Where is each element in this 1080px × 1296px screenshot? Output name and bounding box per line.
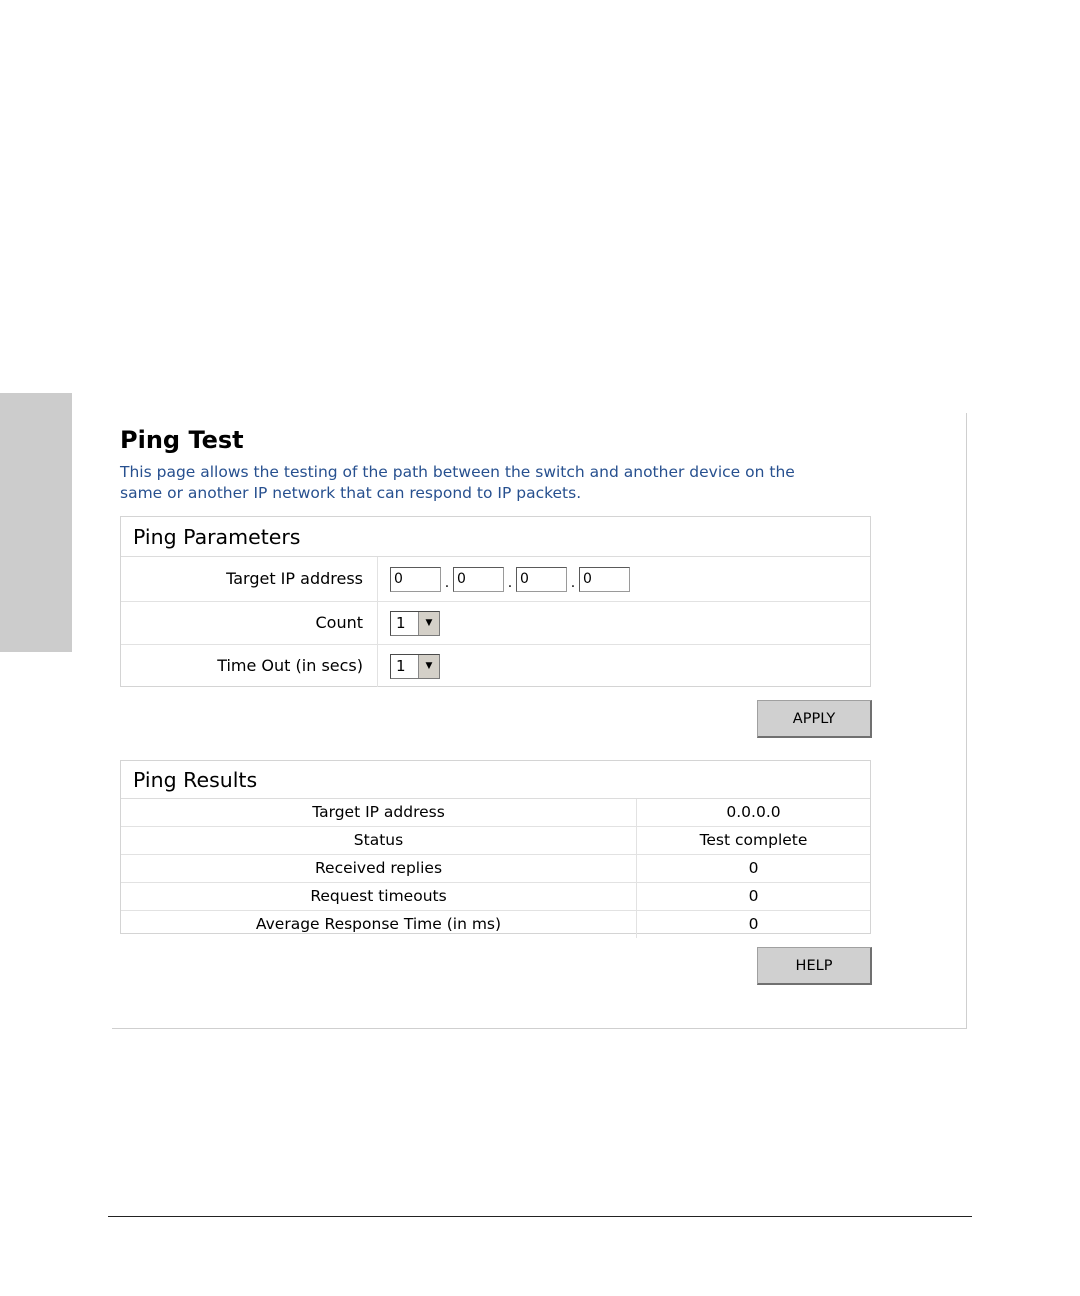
ip-octet-2-input[interactable] — [453, 567, 504, 592]
ping-results-panel — [120, 760, 871, 934]
chevron-down-icon[interactable]: ▼ — [418, 655, 439, 678]
ip-octet-3-input[interactable] — [516, 567, 567, 592]
target-ip-row — [121, 557, 870, 601]
ping-results-title: Ping Results — [121, 761, 870, 799]
result-label: Status — [121, 827, 637, 854]
result-value: 0 — [748, 887, 759, 905]
result-label: Received replies — [121, 855, 637, 882]
table-row — [121, 854, 870, 882]
ip-dot: . — [570, 575, 576, 591]
page-title: Ping Test — [120, 426, 244, 454]
chevron-down-icon[interactable]: ▼ — [418, 612, 439, 635]
count-select[interactable] — [390, 611, 440, 636]
result-value: Test complete — [699, 831, 808, 849]
ip-dot: . — [507, 575, 513, 591]
footer-divider — [108, 1216, 972, 1217]
ip-octet-4-input[interactable] — [579, 567, 630, 592]
help-button[interactable]: HELP — [757, 947, 872, 985]
result-label: Request timeouts — [121, 883, 637, 910]
timeout-field — [378, 645, 870, 687]
target-ip-label: Target IP address — [121, 557, 378, 601]
ping-parameters-title: Ping Parameters — [121, 517, 870, 557]
table-row — [121, 799, 870, 826]
ip-dot: . — [444, 575, 450, 591]
table-row — [121, 910, 870, 938]
table-row — [121, 882, 870, 910]
count-value: 1 — [396, 613, 406, 632]
table-row — [121, 826, 870, 854]
timeout-value: 1 — [396, 656, 406, 675]
ping-parameters-panel — [120, 516, 871, 687]
result-label: Target IP address — [121, 799, 637, 826]
count-label: Count — [121, 602, 378, 644]
timeout-label: Time Out (in secs) — [121, 645, 378, 687]
result-value: 0 — [748, 915, 759, 933]
result-value: 0.0.0.0 — [726, 803, 781, 821]
count-row — [121, 601, 870, 644]
target-ip-fields — [378, 557, 870, 601]
page-description: This page allows the testing of the path between the switch and another device on the same or another IP network that can respond to IP packets. — [120, 463, 795, 502]
timeout-select[interactable] — [390, 654, 440, 679]
apply-button[interactable]: APPLY — [757, 700, 872, 738]
timeout-row — [121, 644, 870, 687]
result-value: 0 — [748, 859, 759, 877]
ip-octet-1-input[interactable] — [390, 567, 441, 592]
result-label: Average Response Time (in ms) — [121, 911, 637, 938]
count-field — [378, 602, 870, 644]
side-tab — [0, 393, 72, 652]
